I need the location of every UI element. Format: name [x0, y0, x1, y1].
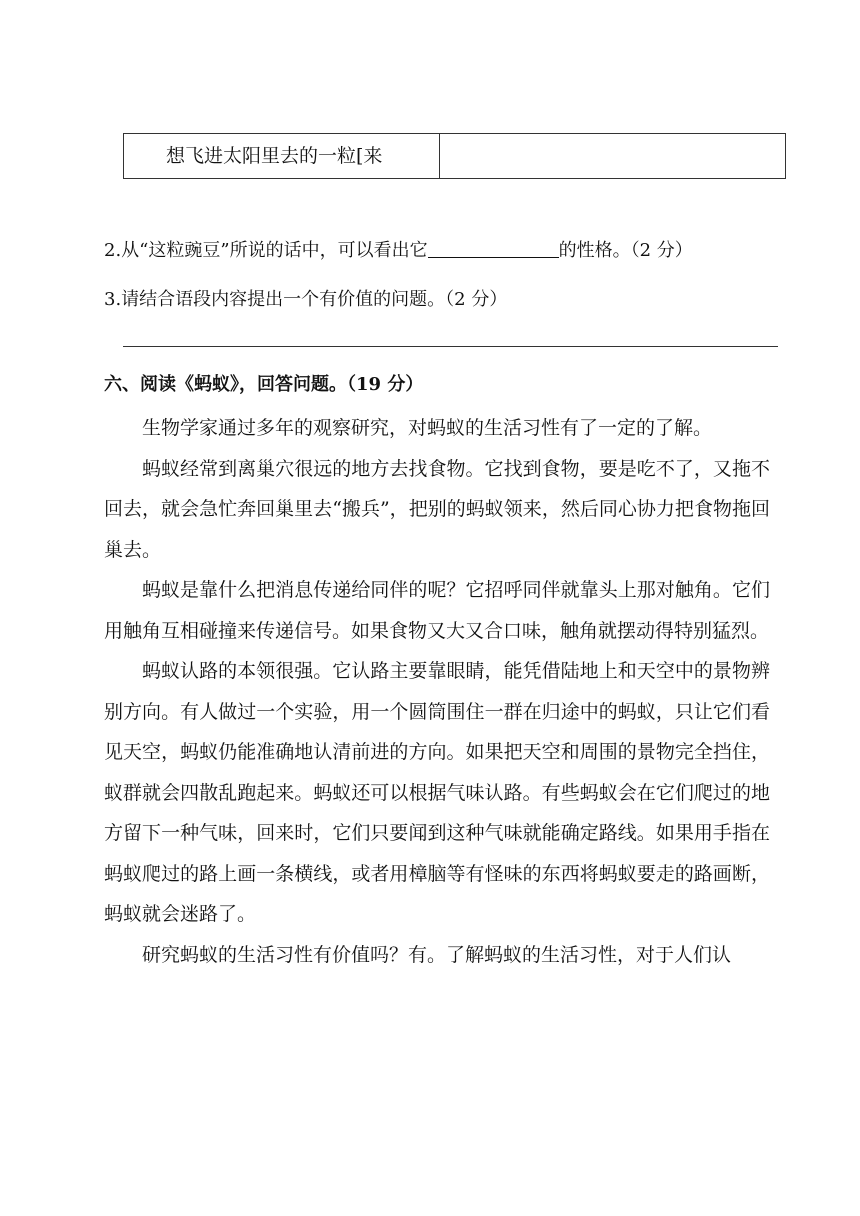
question-3: 3.请结合语段内容提出一个有价值的问题。（2 分） — [104, 289, 508, 310]
table-cell-answer[interactable] — [440, 134, 785, 178]
paragraph: 生物学家通过多年的观察研究，对蚂蚁的生活习性有了一定的了解。 — [142, 417, 713, 439]
question-2-blank[interactable] — [428, 237, 559, 258]
table-cell-phrase: 想飞进太阳里去的一粒[来 — [124, 134, 440, 178]
question-2-text-before: 2.从“这粒豌豆”所说的话中，可以看出它 — [104, 240, 428, 261]
question-2-text-after: 的性格。（2 分） — [558, 240, 693, 261]
section-title: 六、阅读《蚂蚁》，回答问题。（19 分） — [104, 374, 424, 395]
answer-table — [123, 133, 786, 179]
paragraph: 蚂蚁经常到离巢穴很远的地方去找食物。它找到食物，要是吃不了，又拖不回去，就会急忙奔回巢里去“搬兵”，把别的蚂蚁领来，然后同心协力把食物拖回巢去。 — [104, 457, 770, 561]
reading-passage — [104, 408, 770, 975]
paragraph: 蚂蚁是靠什么把消息传递给同伴的呢？它招呼同伴就靠头上那对触角。它们用触角互相碰撞来传递信号。如果食物又大又合口味，触角就摆动得特别猛烈。 — [104, 579, 770, 642]
paragraph: 研究蚂蚁的生活习性有价值吗？有。了解蚂蚁的生活习性，对于人们认 — [142, 943, 732, 966]
paragraph: 蚂蚁认路的本领很强。它认路主要靠眼睛，能凭借陆地上和天空中的景物辨别方向。有人做过一个实验，用一个圆筒围住一群在归途中的蚂蚁，只让它们看见天空，蚂蚁仍能准确地认清前进的方向。如果把天空和周围的景物完全挡住，蚁群就会四散乱跑起来。蚂蚁还可以根据气味认路。有些蚂蚁会在它们爬过的地方留下一种气味，回来时，它们只要闻到这种气味就能确定路线。如果用手指在蚂蚁爬过的路上画一条横线，或者用樟脑等有怪味的东西将蚂蚁要走的路画断，蚂蚁就会迷路了。 — [104, 660, 770, 925]
question-2 — [104, 236, 693, 262]
question-3-answer-line[interactable] — [123, 346, 778, 347]
